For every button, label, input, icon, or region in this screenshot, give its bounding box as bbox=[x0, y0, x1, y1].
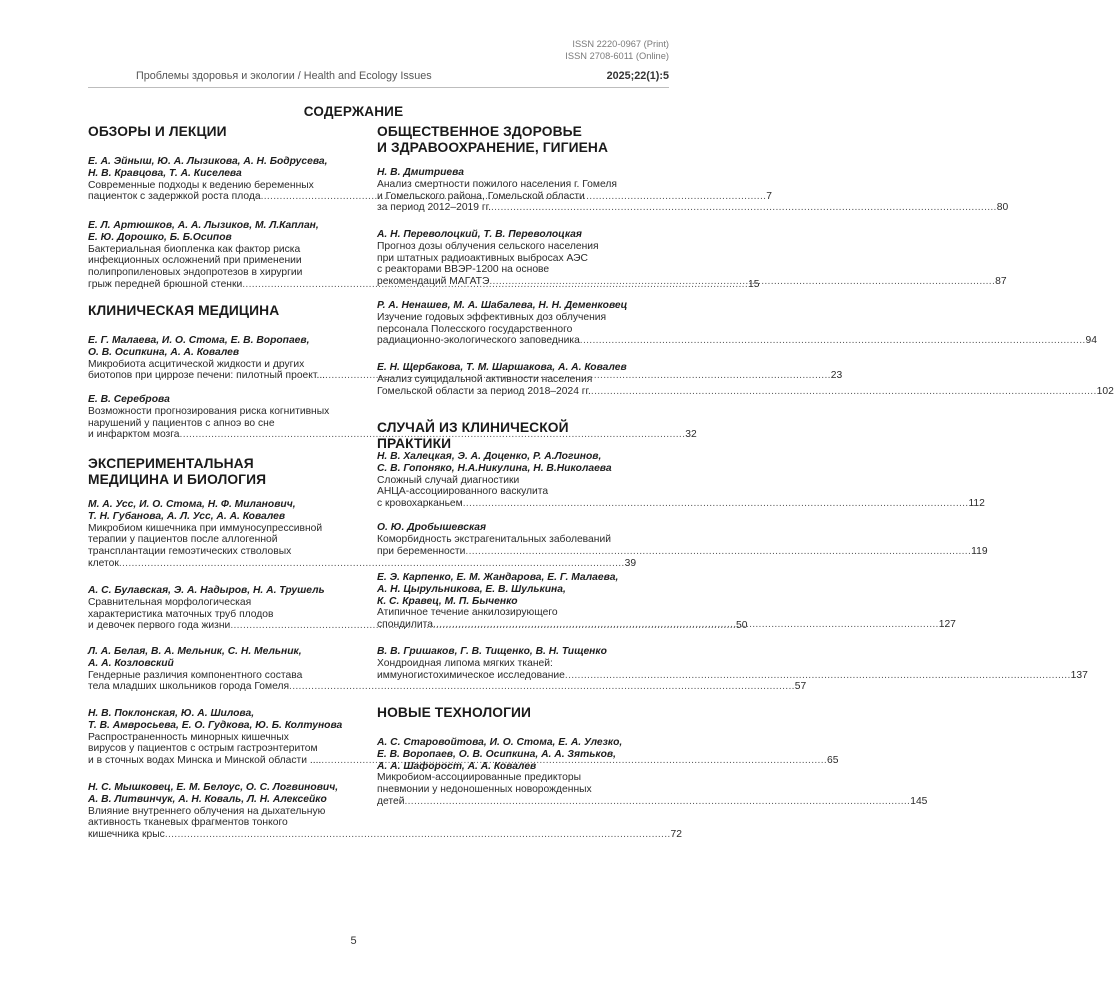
entry-page-number: 145 bbox=[910, 795, 928, 807]
entry-authors: Н. В. Дмитриева bbox=[377, 167, 464, 178]
entry-authors: Е. В. Сереброва bbox=[88, 394, 170, 405]
entry-title-last-line bbox=[377, 202, 1009, 214]
entry-title-line: и инфарктом мозга bbox=[88, 429, 180, 441]
dot-leader bbox=[489, 276, 995, 288]
entry-authors: Н. В. Поклонская, Ю. А. Шилова, bbox=[88, 708, 255, 719]
entry-title-line: Современные подходы к ведению беременных bbox=[88, 179, 314, 191]
entry-title-line: активность тканевых фрагментов тонкого bbox=[88, 817, 288, 829]
entry-title-line: биотопов при циррозе печени: пилотный проект... bbox=[88, 370, 326, 382]
section-heading-line: СЛУЧАЙ ИЗ КЛИНИЧЕСКОЙ ПРАКТИКИ bbox=[377, 420, 569, 451]
entry-title-line: и в сточных водах Минска и Минской области .... bbox=[88, 755, 322, 767]
dot-leader bbox=[580, 335, 1086, 347]
dot-leader bbox=[591, 386, 1097, 398]
entry-authors: Е. В. Воропаев, О. В. Осипкина, А. А. Зятьков, bbox=[377, 748, 616, 760]
entry-title-line: пневмонии у недоношенных новорожденных bbox=[377, 784, 592, 796]
entry-authors: Е. Ю. Дорошко, Б. Б.Осипов bbox=[88, 231, 232, 243]
toc-entry[interactable] bbox=[377, 451, 985, 510]
dot-leader bbox=[404, 796, 910, 808]
entry-title-line: Микробиом кишечника при иммуносупрессивной bbox=[88, 522, 323, 534]
entry-page-number: 7 bbox=[766, 191, 773, 203]
entry-authors: А. А. Козловский bbox=[88, 657, 174, 669]
entry-authors: А. Н. Переволоцкий, Т. В. Переволоцкая bbox=[377, 229, 582, 240]
entry-authors: А. В. Литвинчук, А. Н. Коваль, Л. Н. Алексейко bbox=[88, 793, 327, 805]
dot-leader bbox=[465, 546, 971, 558]
entry-title-last-line bbox=[88, 557, 637, 570]
entry-title-line: Атипичное течение анкилозирующего bbox=[377, 607, 558, 619]
entry-page-number: 39 bbox=[624, 557, 637, 569]
section-heading bbox=[88, 124, 348, 140]
dot-leader bbox=[463, 498, 969, 510]
entry-authors: Е. Э. Карпенко, Е. М. Жандарова, Е. Г. Малаева, bbox=[377, 572, 619, 583]
section-heading bbox=[377, 705, 637, 721]
entry-title-line: Сравнительная морфологическая bbox=[88, 596, 252, 608]
entry-page-number: 32 bbox=[685, 429, 697, 441]
entry-title-line: Изучение годовых эффективных доз облучения bbox=[377, 311, 607, 323]
entry-title-line: Гомельской области за период 2018–2024 гг. bbox=[377, 385, 591, 397]
issn-block bbox=[565, 39, 669, 62]
entry-page-number: 94 bbox=[1085, 335, 1097, 347]
section-heading bbox=[88, 303, 348, 319]
entry-page-number: 23 bbox=[830, 370, 843, 382]
entry-title-line: нарушений у пациентов с апноэ во сне bbox=[88, 417, 275, 429]
entry-authors: Е. Н. Щербакова, Т. М. Шаршакова, А. А. Ковалев bbox=[377, 362, 627, 373]
entry-authors: Е. А. Эйныш, Ю. А. Лызикова, А. Н. Бодрусева, bbox=[88, 156, 328, 167]
section-heading bbox=[377, 420, 637, 451]
entry-title-last-line bbox=[88, 829, 683, 841]
entry-authors: О. Ю. Дробышевская bbox=[377, 522, 487, 533]
entry-authors: М. А. Усс, И. О. Стома, Н. Ф. Миланович, bbox=[88, 499, 296, 510]
entry-title-line: с кровохарканьем bbox=[377, 498, 463, 510]
entry-title-line: Микробиота асцитической жидкости и других bbox=[88, 358, 305, 370]
entry-title-line: Сложный случай диагностики bbox=[377, 474, 520, 486]
entry-title-last-line bbox=[377, 795, 928, 808]
entry-title-line: клеток bbox=[88, 557, 119, 569]
entry-authors: Е. Г. Малаева, И. О. Стома, Е. В. Воропаев, bbox=[88, 335, 310, 346]
entry-page-number: 15 bbox=[747, 278, 760, 290]
entry-title-last-line bbox=[377, 669, 1088, 682]
entry-authors: О. В. Осипкина, А. А. Ковалев bbox=[88, 346, 240, 358]
entry-authors: Р. А. Ненашев, М. А. Шабалева, Н. Н. Деменковец bbox=[377, 300, 628, 311]
entry-authors: Н. С. Мышковец, Е. М. Белоус, О. С. Логвинович, bbox=[88, 782, 339, 793]
entry-title-line: радиационно-экологического заповедника bbox=[377, 335, 580, 347]
toc-entry[interactable] bbox=[377, 167, 1009, 214]
entry-title-last-line bbox=[377, 498, 985, 510]
entry-title-line: Анализ суицидальной активности населения bbox=[377, 373, 593, 385]
entry-authors: А. С. Старовойтова, И. О. Стома, Е. А. Улезко, bbox=[377, 737, 623, 748]
entry-authors: Т. В. Амвросьева, Е. О. Гудкова, Ю. Б. Колтунова bbox=[88, 719, 343, 731]
page-number: 5 bbox=[350, 935, 357, 947]
contents-title: СОДЕРЖАНИЕ bbox=[303, 104, 404, 119]
toc-entry[interactable] bbox=[377, 646, 1088, 681]
entry-title-line: Гендерные различия компонентного состава bbox=[88, 669, 303, 681]
entry-title-line: Анализ смертности пожилого населения г. Гомеля bbox=[377, 178, 617, 190]
dot-leader bbox=[289, 681, 795, 693]
dot-leader bbox=[165, 829, 671, 841]
entry-title-line: Влияние внутреннего облучения на дыхательную bbox=[88, 805, 326, 817]
entry-title-last-line bbox=[377, 545, 988, 558]
dot-leader bbox=[565, 670, 1071, 682]
entry-title-line: терапии у пациентов после аллогенной bbox=[88, 534, 278, 546]
dot-leader bbox=[119, 558, 625, 570]
entry-title-line: Возможности прогнозирования риска когнитивных bbox=[88, 405, 330, 417]
section-heading-line: КЛИНИЧЕСКАЯ МЕДИЦИНА bbox=[88, 303, 280, 318]
entry-page-number: 112 bbox=[968, 498, 985, 510]
entry-title-line: вирусов у пациентов с острым гастроэнтеритом bbox=[88, 743, 318, 755]
entry-title-line: Микробиом-ассоциированные предикторы bbox=[377, 772, 581, 784]
header-divider bbox=[88, 87, 669, 88]
dot-leader bbox=[491, 202, 997, 214]
section-heading bbox=[88, 456, 348, 487]
entry-title-line: Прогноз дозы облучения сельского населения bbox=[377, 240, 599, 252]
entry-title-line: Коморбидность экстрагенитальных заболеваний bbox=[377, 533, 611, 545]
issn-print: ISSN 2220-0967 (Print) bbox=[572, 39, 669, 49]
entry-authors: Т. Н. Губанова, А. Л. Усс, А. А. Ковалев bbox=[88, 510, 286, 522]
entry-title-line: и Гомельского района, Гомельской области bbox=[377, 190, 585, 202]
entry-page-number: 119 bbox=[971, 545, 988, 557]
entry-title-line: при штатных радиоактивных выбросах АЭС bbox=[377, 252, 588, 264]
entry-title-line: АНЦА-ассоциированного васкулита bbox=[377, 486, 549, 498]
entry-title-last-line bbox=[377, 335, 1097, 347]
entry-authors: С. В. Гопоняко, Н.А.Никулина, Н. В.Николаева bbox=[377, 462, 612, 474]
entry-title-line: характеристика маточных труб плодов bbox=[88, 608, 274, 620]
entry-title-line: иммуногистохимическое исследование bbox=[377, 669, 565, 681]
entry-title-line: и девочек первого года жизни bbox=[88, 620, 231, 632]
dot-leader bbox=[433, 619, 939, 631]
entry-title-line: кишечника крыс bbox=[88, 829, 165, 841]
entry-title-last-line bbox=[88, 429, 697, 441]
entry-authors: А. А. Шафорост, А. А. Ковалев bbox=[377, 760, 537, 772]
entry-authors: А. Н. Цырульникова, Е. В. Шулькина, bbox=[377, 583, 566, 595]
entry-page-number: 65 bbox=[827, 755, 839, 767]
entry-title-line: инфекционных осложнений при применении bbox=[88, 255, 302, 267]
entry-title-line: детей bbox=[377, 795, 405, 807]
running-header bbox=[88, 70, 669, 84]
entry-title-last-line bbox=[88, 681, 807, 693]
entry-page-number: 87 bbox=[995, 276, 1007, 288]
entry-authors: А. С. Булавская, Э. А. Надыров, Н. А. Трушель bbox=[88, 585, 325, 596]
entry-title-last-line bbox=[377, 385, 1114, 398]
entry-title-line: Бактериальная биопленка как фактор риска bbox=[88, 243, 301, 255]
entry-title-line: тела младших школьников города Гомеля bbox=[88, 681, 290, 693]
entry-title-line: при беременности bbox=[377, 545, 466, 557]
entry-page-number: 127 bbox=[938, 619, 956, 631]
entry-page-number: 80 bbox=[996, 202, 1009, 214]
section-heading-line: И ЗДРАВООХРАНЕНИЕ, ГИГИЕНА bbox=[377, 139, 609, 155]
section-heading bbox=[377, 124, 637, 155]
section-heading-line: МЕДИЦИНА И БИОЛОГИЯ bbox=[88, 471, 267, 487]
toc-entry[interactable] bbox=[377, 522, 988, 557]
entry-title-line: рекомендаций МАГАТЭ bbox=[377, 276, 490, 288]
entry-page-number: 72 bbox=[670, 829, 683, 841]
section-heading-line: НОВЫЕ ТЕХНОЛОГИИ bbox=[377, 705, 532, 720]
entry-title-line: за период 2012–2019 гг. bbox=[377, 202, 491, 214]
entry-title-line: пациенток с задержкой роста плода bbox=[88, 191, 261, 203]
section-heading-line: ЭКСПЕРИМЕНТАЛЬНАЯ bbox=[88, 456, 254, 471]
entry-page-number: 50 bbox=[736, 620, 748, 632]
entry-title-line: полипропиленовых эндопротезов в хирургии bbox=[88, 267, 303, 279]
entry-title-line: персонала Полесского государственного bbox=[377, 323, 573, 335]
issn-online: ISSN 2708-6011 (Online) bbox=[565, 50, 669, 61]
entry-title-line: грыж передней брюшной стенки bbox=[88, 278, 243, 290]
toc-entry[interactable] bbox=[377, 300, 1097, 347]
section-heading-line: ОБЗОРЫ И ЛЕКЦИИ bbox=[88, 124, 227, 139]
entry-page-number: 102 bbox=[1096, 385, 1114, 397]
entry-authors: Н. В. Кравцова, Т. А. Киселева bbox=[88, 167, 242, 179]
section-heading-line: ОБЩЕСТВЕННОЕ ЗДОРОВЬЕ bbox=[377, 124, 582, 139]
entry-title-line: спондилита bbox=[377, 619, 433, 631]
entry-title-line: трансплантации гемоэтических стволовых bbox=[88, 546, 292, 558]
entry-title-line: с реакторами ВВЭР-1200 на основе bbox=[377, 264, 550, 276]
entry-title-line: Распространенность минорных кишечных bbox=[88, 731, 289, 743]
entry-authors: Л. А. Белая, В. А. Мельник, С. Н. Мельник, bbox=[88, 646, 302, 657]
entry-page-number: 57 bbox=[794, 681, 807, 693]
entry-authors: К. С. Кравец, М. П. Быченко bbox=[377, 595, 518, 607]
entry-authors: В. В. Гришаков, Г. В. Тищенко, В. Н. Тищенко bbox=[377, 646, 607, 657]
entry-authors: Н. В. Халецкая, Э. А. Доценко, Р. А.Логинов, bbox=[377, 451, 602, 462]
entry-page-number: 137 bbox=[1070, 669, 1088, 681]
entry-authors: Е. Л. Артюшков, А. А. Лызиков, М. Л.Каплан, bbox=[88, 220, 319, 231]
entry-title-line: Хондроидная липома мягких тканей: bbox=[377, 657, 553, 669]
journal-title: Проблемы здоровья и экологии / Health and Ecology Issues bbox=[136, 70, 432, 82]
issue-info: 2025;22(1):5 bbox=[606, 70, 669, 82]
